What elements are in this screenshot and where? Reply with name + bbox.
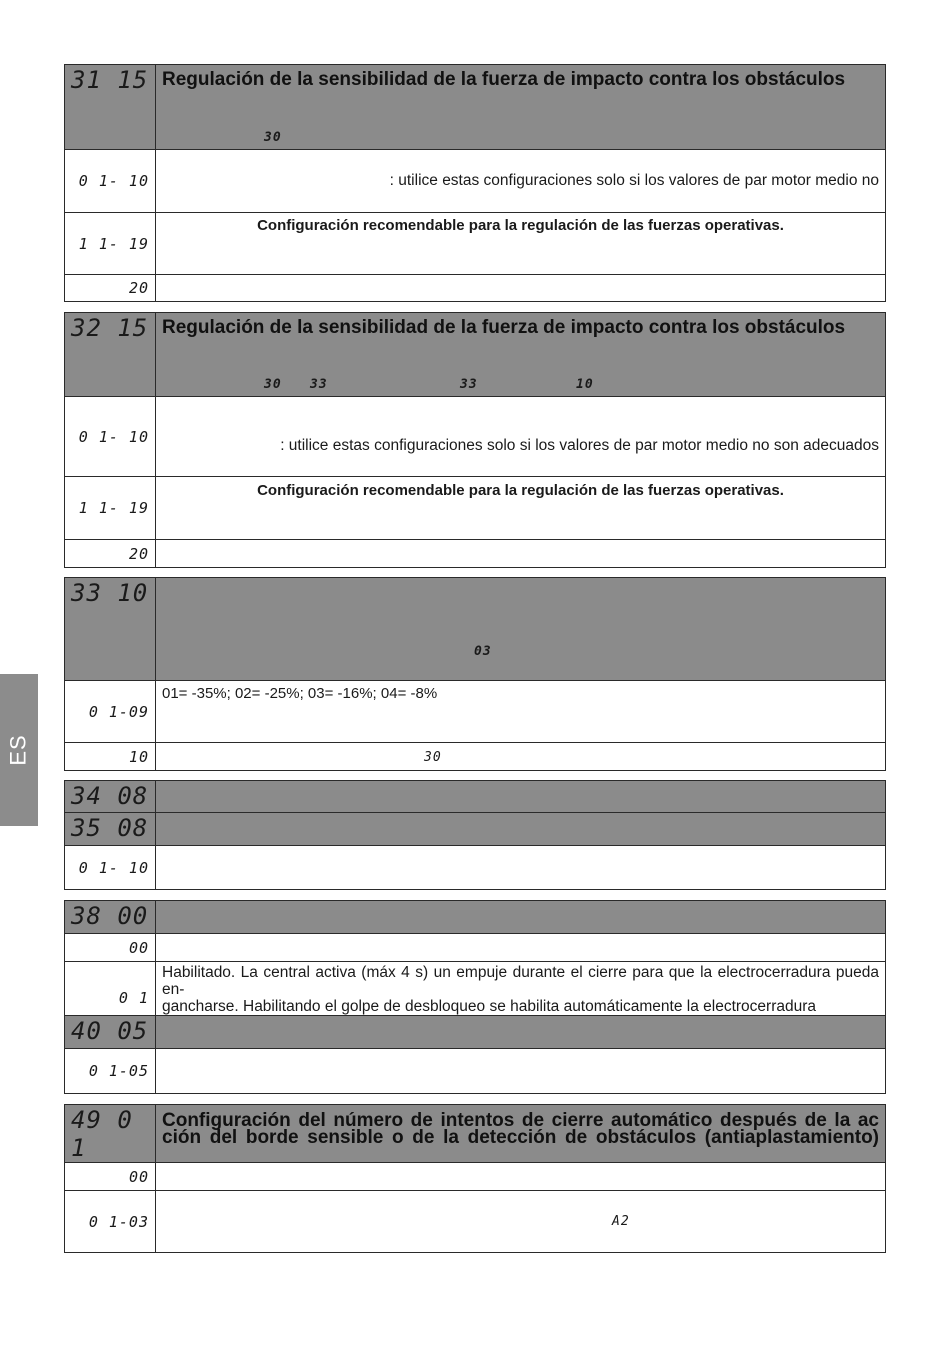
value-text-line: Habilitado. La central activa (máx 4 s) un empuje durante el cierre para que la electrocerradura pueda en- <box>162 964 879 998</box>
value-code: 20 <box>65 540 156 568</box>
parameter-table-3115 <box>64 64 886 302</box>
value-code: 0 1- 10 <box>65 397 156 477</box>
parameter-code: 40 05 <box>65 1016 156 1049</box>
parameter-title <box>156 781 886 813</box>
parameter-code: 49 0 1 <box>65 1105 156 1163</box>
value-code: 00 <box>65 1163 156 1191</box>
parameter-title-line: ción del borde sensible o de la detección de obstáculos (antiaplastamiento) <box>162 1127 879 1148</box>
value-code: 0 1- 10 <box>65 846 156 890</box>
value-description <box>156 540 886 568</box>
value-text: : utilice estas configuraciones solo si los valores de par motor medio no son adecuados <box>280 437 879 454</box>
parameter-table-4901 <box>64 1104 886 1253</box>
parameter-table-3310 <box>64 577 886 771</box>
parameter-title <box>156 313 886 397</box>
value-code: 0 1 <box>65 962 156 1034</box>
parameter-code: 38 00 <box>65 901 156 934</box>
parameter-title <box>156 578 886 681</box>
parameter-title <box>156 813 886 846</box>
value-code: 10 <box>65 743 156 771</box>
parameter-title-text: Regulación de la sensibilidad de la fuerza de impacto contra los obstáculos <box>162 317 846 338</box>
value-description <box>156 743 886 771</box>
inline-value: 10 <box>576 377 594 392</box>
parameter-code: 34 08 <box>65 781 156 813</box>
parameter-code: 31 15 <box>65 65 156 150</box>
value-description: 01= -35%; 02= -25%; 03= -16%; 04= -8% <box>156 681 886 743</box>
default-value: 30 <box>264 130 282 145</box>
value-code: 0 1-09 <box>65 681 156 743</box>
value-code: 1 1- 19 <box>65 477 156 540</box>
value-description <box>156 1163 886 1191</box>
parameter-code: 33 10 <box>65 578 156 681</box>
value-description <box>156 846 886 890</box>
default-value: 03 <box>474 644 492 659</box>
parameter-code: 35 08 <box>65 813 156 846</box>
parameter-title <box>156 1016 886 1049</box>
parameter-table-3408-3508 <box>64 780 886 890</box>
inline-value: 33 <box>460 377 478 392</box>
parameter-title <box>156 901 886 934</box>
language-tab <box>0 674 38 826</box>
value-description: Configuración recomendable para la regulación de las fuerzas operativas. <box>156 477 886 540</box>
value-code: 0 1- 10 <box>65 150 156 213</box>
value-description: Configuración recomendable para la regulación de las fuerzas operativas. <box>156 213 886 275</box>
parameter-table-3215 <box>64 312 886 568</box>
value-description <box>156 934 886 962</box>
value-code: 0 1-05 <box>65 1049 156 1094</box>
inline-value: 30 <box>424 750 442 765</box>
value-description <box>156 397 886 477</box>
inline-value: A2 <box>612 1214 630 1229</box>
language-tab-label: ES <box>5 734 31 766</box>
value-description <box>156 1049 886 1094</box>
inline-value: 33 <box>310 377 328 392</box>
value-text: : utilice estas configuraciones solo si los valores de par motor medio no <box>389 172 879 189</box>
parameter-code: 32 15 <box>65 313 156 397</box>
parameter-title <box>156 65 886 150</box>
value-code: 20 <box>65 275 156 302</box>
inline-value: 30 <box>264 377 282 392</box>
value-code: 0 1-03 <box>65 1191 156 1253</box>
parameter-title-text: Regulación de la sensibilidad de la fuerza de impacto contra los obstáculos <box>162 69 846 90</box>
parameter-title <box>156 1105 886 1163</box>
parameter-table-4005 <box>64 1015 886 1094</box>
value-description <box>156 1191 886 1253</box>
value-code: 1 1- 19 <box>65 213 156 275</box>
value-description <box>156 275 886 302</box>
value-description <box>156 150 886 213</box>
parameter-table-3800 <box>64 900 886 1034</box>
value-code: 00 <box>65 934 156 962</box>
value-text: gancharse. Habilitando el golpe de desbloqueo se habilita automáticamente la electrocerradura <box>162 998 817 1015</box>
parameter-title-line: Configuración del número de intentos de cierre automático después de la ac <box>162 1110 879 1131</box>
